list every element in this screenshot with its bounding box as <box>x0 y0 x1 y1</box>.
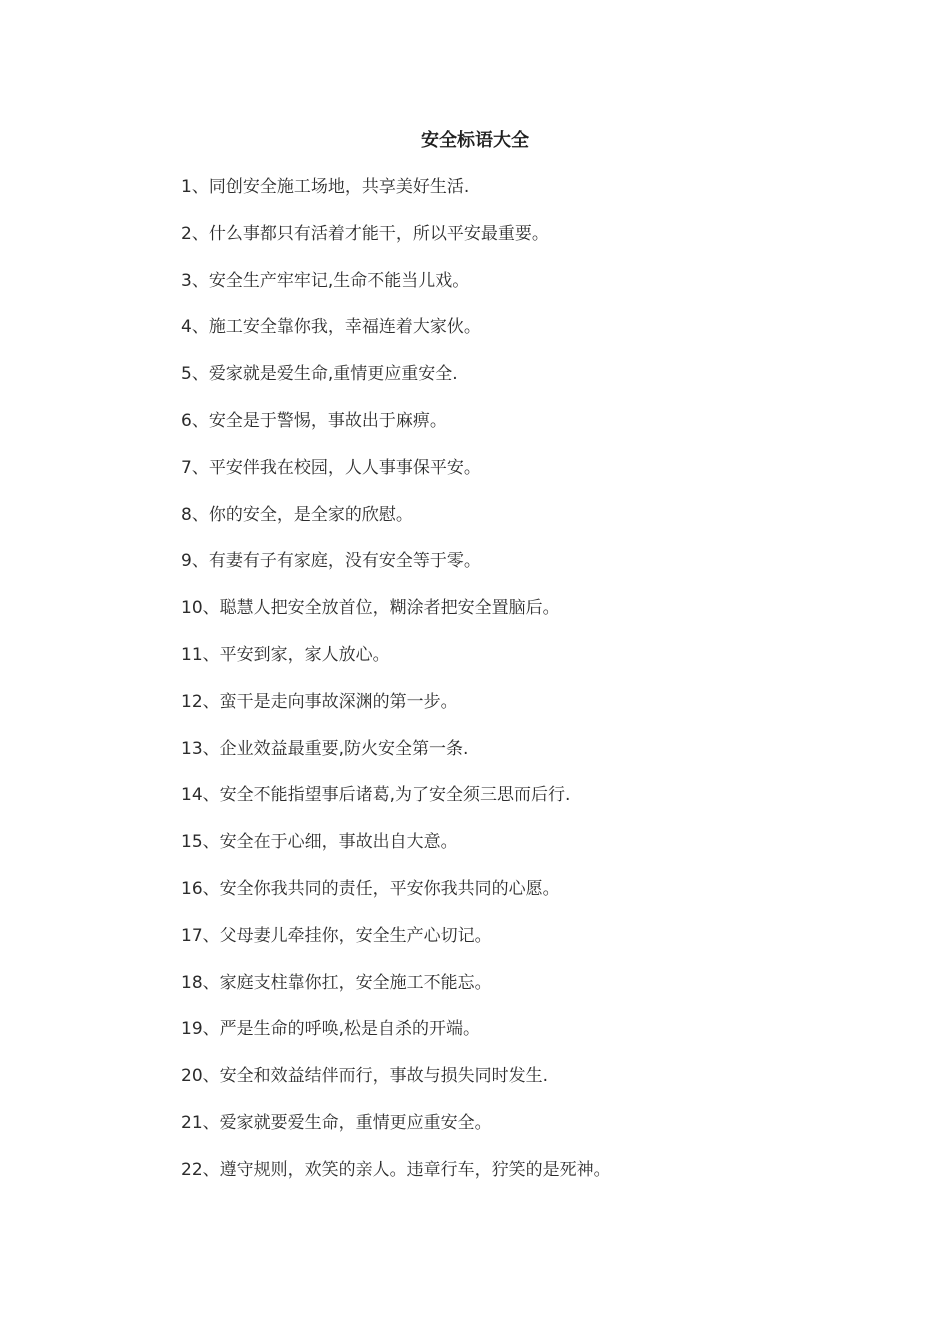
slogan-item-4: 4、施工安全靠你我，幸福连着大家伙。 <box>181 317 481 338</box>
slogan-item-15: 15、安全在于心细，事故出自大意。 <box>181 832 458 853</box>
slogan-item-8: 8、你的安全，是全家的欣慰。 <box>181 504 413 525</box>
slogan-item-6: 6、安全是于警惕，事故出于麻痹。 <box>181 410 447 431</box>
slogan-item-20: 20、安全和效益结伴而行，事故与损失同时发生. <box>181 1066 549 1087</box>
document-title: 安全标语大全 <box>421 130 529 151</box>
slogan-item-7: 7、平安伴我在校园，人人事事保平安。 <box>181 457 481 478</box>
slogan-item-17: 17、父母妻儿牵挂你，安全生产心切记。 <box>181 925 492 946</box>
slogan-item-1: 1、同创安全施工场地，共享美好生活. <box>181 177 470 197</box>
slogan-item-13: 13、企业效益最重要,防火安全第一条. <box>181 738 469 759</box>
slogan-item-16: 16、安全你我共同的责任，平安你我共同的心愿。 <box>181 878 560 899</box>
slogan-item-3: 3、安全生产牢牢记,生命不能当儿戏。 <box>181 270 470 291</box>
slogan-item-10: 10、聪慧人把安全放首位，糊涂者把安全置脑后。 <box>181 598 560 619</box>
slogan-item-18: 18、家庭支柱靠你扛，安全施工不能忘。 <box>181 972 492 993</box>
slogan-item-5: 5、爱家就是爱生命,重情更应重安全. <box>181 364 458 385</box>
slogan-item-21: 21、爱家就要爱生命，重情更应重安全。 <box>181 1112 492 1133</box>
slogan-item-22: 22、遵守规则，欢笑的亲人。违章行车，狞笑的是死神。 <box>181 1159 611 1180</box>
slogan-item-9: 9、有妻有子有家庭，没有安全等于零。 <box>181 551 481 572</box>
slogan-list <box>181 172 611 1202</box>
slogan-item-12: 12、蛮干是走向事故深渊的第一步。 <box>181 691 458 712</box>
slogan-item-2: 2、什么事都只有活着才能干，所以平安最重要。 <box>181 223 549 244</box>
slogan-item-19: 19、严是生命的呼唤,松是自杀的开端。 <box>181 1019 481 1040</box>
slogan-item-11: 11、平安到家，家人放心。 <box>181 644 390 665</box>
slogan-item-14: 14、安全不能指望事后诸葛,为了安全须三思而后行. <box>181 785 571 806</box>
